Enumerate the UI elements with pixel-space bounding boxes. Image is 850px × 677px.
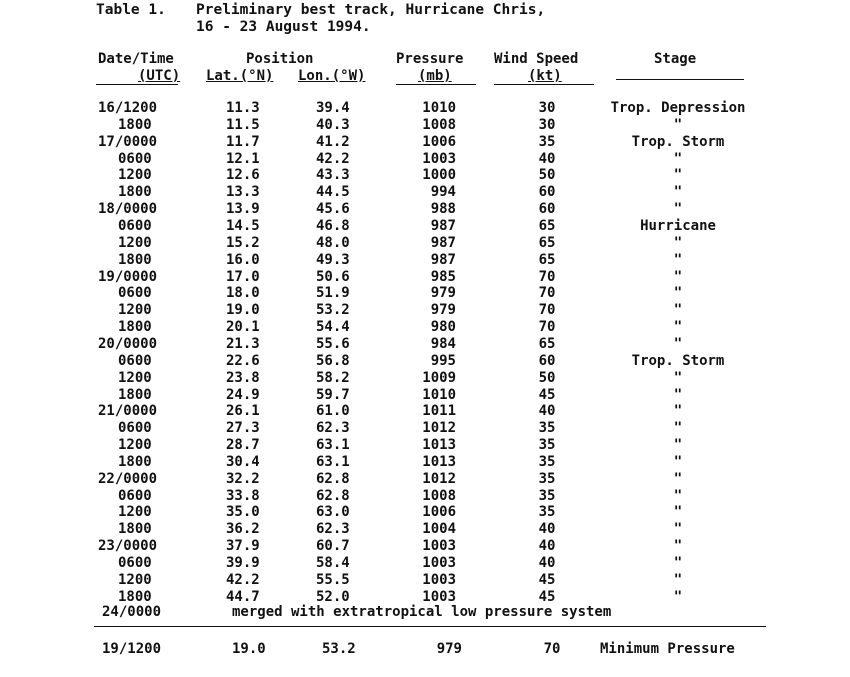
minimum-date: 19/1200 <box>102 641 162 657</box>
row-pressure: 1006 <box>422 504 456 521</box>
row-date: 1800 <box>118 319 152 336</box>
row-date: 0600 <box>118 420 152 437</box>
row-lon: 56.8 <box>316 352 350 369</box>
row-lat: 14.5 <box>226 218 260 234</box>
row-pressure: 984 <box>430 335 456 352</box>
row-lon: 55.6 <box>316 335 350 352</box>
row-lat: 21.3 <box>226 335 260 352</box>
row-wind: 70 <box>538 319 556 336</box>
row-lat: 33.8 <box>226 487 260 504</box>
row-stage: " <box>673 234 683 251</box>
title-line-1: Preliminary best track, Hurricane Chris, <box>196 2 546 18</box>
row-date: 1200 <box>118 369 152 386</box>
table-bottom-rule <box>94 626 766 627</box>
row-stage: " <box>673 437 683 453</box>
row-stage: " <box>673 588 683 605</box>
row-lon: 63.0 <box>316 504 350 521</box>
row-wind: 35 <box>538 133 556 150</box>
row-lon: 51.9 <box>316 285 350 302</box>
row-lat: 17.0 <box>226 268 260 285</box>
row-stage: " <box>673 470 683 487</box>
row-date: 0600 <box>118 218 152 234</box>
row-pressure: 1003 <box>422 555 456 571</box>
row-wind: 40 <box>538 555 556 571</box>
table-title <box>96 2 716 36</box>
row-lat: 18.0 <box>226 285 260 302</box>
row-date: 1200 <box>118 167 152 184</box>
row-lat: 16.0 <box>226 251 260 268</box>
minimum-lon: 53.2 <box>322 641 356 657</box>
minimum-label: Minimum Pressure <box>600 641 735 657</box>
row-lat: 39.9 <box>226 555 260 571</box>
row-pressure: 1012 <box>422 470 456 487</box>
row-lon: 63.1 <box>316 453 350 470</box>
row-stage: " <box>673 335 683 352</box>
merged-date: 24/0000 <box>102 604 162 620</box>
row-lat: 11.5 <box>226 116 260 133</box>
row-lat: 12.6 <box>226 167 260 184</box>
header-kt: (kt) <box>528 68 562 84</box>
row-lat: 27.3 <box>226 420 260 437</box>
row-lon: 52.0 <box>316 588 350 605</box>
row-stage: Trop. Storm <box>631 133 725 150</box>
row-stage: " <box>673 285 683 302</box>
row-wind: 45 <box>538 386 556 403</box>
row-stage: " <box>673 150 683 167</box>
row-stage: " <box>673 453 683 470</box>
row-date: 1800 <box>118 453 152 470</box>
row-date: 1200 <box>118 437 152 453</box>
row-wind: 35 <box>538 470 556 487</box>
row-lon: 63.1 <box>316 437 350 453</box>
row-wind: 35 <box>538 487 556 504</box>
row-wind: 60 <box>538 352 556 369</box>
row-lon: 55.5 <box>316 571 350 588</box>
row-wind: 35 <box>538 453 556 470</box>
row-lon: 42.2 <box>316 150 350 167</box>
row-wind: 65 <box>538 335 556 352</box>
row-wind: 60 <box>538 201 556 218</box>
row-wind: 65 <box>538 218 556 234</box>
row-date: 1800 <box>118 386 152 403</box>
header-lon: Lon.(°W) <box>298 68 366 84</box>
row-date: 1200 <box>118 302 152 319</box>
row-wind: 35 <box>538 420 556 437</box>
row-date: 19/0000 <box>98 268 158 285</box>
row-lat: 20.1 <box>226 319 260 336</box>
row-wind: 60 <box>538 184 556 201</box>
row-wind: 65 <box>538 251 556 268</box>
row-stage: " <box>673 302 683 319</box>
minimum-lat: 19.0 <box>232 641 266 657</box>
row-lat: 24.9 <box>226 386 260 403</box>
row-pressure: 1012 <box>422 420 456 437</box>
row-stage: " <box>673 369 683 386</box>
row-date: 1200 <box>118 571 152 588</box>
row-date: 1200 <box>118 234 152 251</box>
row-lon: 53.2 <box>316 302 350 319</box>
row-lon: 54.4 <box>316 319 350 336</box>
row-stage: " <box>673 504 683 521</box>
row-date: 1200 <box>118 504 152 521</box>
row-wind: 70 <box>538 285 556 302</box>
header-pressure: Pressure <box>396 51 464 67</box>
row-date: 20/0000 <box>98 335 158 352</box>
row-date: 0600 <box>118 352 152 369</box>
row-pressure: 987 <box>430 234 456 251</box>
row-stage: " <box>673 420 683 437</box>
row-wind: 45 <box>538 588 556 605</box>
row-lat: 12.1 <box>226 150 260 167</box>
row-date: 1800 <box>118 184 152 201</box>
row-pressure: 1013 <box>422 437 456 453</box>
row-lat: 37.9 <box>226 538 260 555</box>
row-lon: 48.0 <box>316 234 350 251</box>
header-rule-date <box>96 84 178 85</box>
row-stage: " <box>673 201 683 218</box>
row-wind: 35 <box>538 437 556 453</box>
row-lat: 11.7 <box>226 133 260 150</box>
header-date-time: Date/Time <box>98 51 174 67</box>
row-lon: 49.3 <box>316 251 350 268</box>
row-stage: " <box>673 319 683 336</box>
row-wind: 45 <box>538 571 556 588</box>
row-wind: 50 <box>538 167 556 184</box>
row-lat: 30.4 <box>226 453 260 470</box>
row-pressure: 1000 <box>422 167 456 184</box>
row-lat: 15.2 <box>226 234 260 251</box>
row-pressure: 980 <box>430 319 456 336</box>
row-lon: 58.4 <box>316 555 350 571</box>
title-line-2: 16 - 23 August 1994. <box>196 19 371 35</box>
row-stage: " <box>673 521 683 538</box>
row-pressure: 1004 <box>422 521 456 538</box>
row-stage: " <box>673 386 683 403</box>
row-lon: 59.7 <box>316 386 350 403</box>
row-pressure: 987 <box>430 251 456 268</box>
row-stage: " <box>673 538 683 555</box>
row-date: 21/0000 <box>98 403 158 420</box>
row-wind: 70 <box>538 302 556 319</box>
row-pressure: 1009 <box>422 369 456 386</box>
row-pressure: 987 <box>430 218 456 234</box>
row-stage: " <box>673 167 683 184</box>
row-lon: 60.7 <box>316 538 350 555</box>
row-wind: 65 <box>538 234 556 251</box>
header-utc: (UTC) <box>138 68 181 84</box>
row-wind: 70 <box>538 268 556 285</box>
row-date: 23/0000 <box>98 538 158 555</box>
header-position: Position <box>246 51 314 67</box>
row-lon: 41.2 <box>316 133 350 150</box>
row-stage: " <box>673 555 683 571</box>
row-stage: " <box>673 403 683 420</box>
row-pressure: 1003 <box>422 538 456 555</box>
row-lon: 50.6 <box>316 268 350 285</box>
header-lat: Lat.(°N) <box>206 68 274 84</box>
row-lon: 40.3 <box>316 116 350 133</box>
minimum-pressure: 979 <box>436 641 462 657</box>
row-date: 16/1200 <box>98 100 158 116</box>
row-pressure: 1008 <box>422 116 456 133</box>
row-pressure: 1010 <box>422 386 456 403</box>
row-pressure: 1003 <box>422 150 456 167</box>
row-lat: 36.2 <box>226 521 260 538</box>
row-stage: Hurricane <box>640 218 716 234</box>
row-lat: 11.3 <box>226 100 260 116</box>
row-wind: 40 <box>538 403 556 420</box>
row-wind: 50 <box>538 369 556 386</box>
row-lon: 43.3 <box>316 167 350 184</box>
row-wind: 40 <box>538 150 556 167</box>
row-wind: 30 <box>538 100 556 116</box>
row-lon: 39.4 <box>316 100 350 116</box>
row-lat: 32.2 <box>226 470 260 487</box>
row-lat: 44.7 <box>226 588 260 605</box>
row-stage: " <box>673 487 683 504</box>
row-stage: " <box>673 571 683 588</box>
row-lat: 13.9 <box>226 201 260 218</box>
row-lat: 42.2 <box>226 571 260 588</box>
row-pressure: 1006 <box>422 133 456 150</box>
row-pressure: 979 <box>430 302 456 319</box>
row-stage: Trop. Depression <box>610 100 746 116</box>
row-lat: 35.0 <box>226 504 260 521</box>
row-date: 22/0000 <box>98 470 158 487</box>
row-date: 17/0000 <box>98 133 158 150</box>
row-lon: 62.3 <box>316 420 350 437</box>
row-wind: 40 <box>538 521 556 538</box>
row-pressure: 1011 <box>422 403 456 420</box>
row-stage: Trop. Storm <box>631 352 725 369</box>
row-date: 0600 <box>118 285 152 302</box>
row-lon: 44.5 <box>316 184 350 201</box>
header-rule-stage <box>616 79 744 80</box>
minimum-wind: 70 <box>543 641 561 657</box>
row-date: 0600 <box>118 487 152 504</box>
row-pressure: 1013 <box>422 453 456 470</box>
row-pressure: 988 <box>430 201 456 218</box>
row-wind: 40 <box>538 538 556 555</box>
header-rule-wind <box>494 84 594 85</box>
row-lon: 46.8 <box>316 218 350 234</box>
row-lon: 61.0 <box>316 403 350 420</box>
table-caption: Table 1. <box>96 2 166 18</box>
row-pressure: 1003 <box>422 588 456 605</box>
row-lat: 22.6 <box>226 352 260 369</box>
row-date: 0600 <box>118 150 152 167</box>
row-pressure: 979 <box>430 285 456 302</box>
row-date: 1800 <box>118 251 152 268</box>
row-wind: 35 <box>538 504 556 521</box>
row-date: 1800 <box>118 521 152 538</box>
row-date: 18/0000 <box>98 201 158 218</box>
row-stage: " <box>673 184 683 201</box>
row-stage: " <box>673 116 683 133</box>
row-lat: 26.1 <box>226 403 260 420</box>
header-wind-speed: Wind Speed <box>494 51 579 67</box>
header-rule-pressure <box>396 84 476 85</box>
header-mb: (mb) <box>418 68 452 84</box>
row-date: 1800 <box>118 588 152 605</box>
row-pressure: 995 <box>430 352 456 369</box>
row-pressure: 1008 <box>422 487 456 504</box>
row-wind: 30 <box>538 116 556 133</box>
row-pressure: 985 <box>430 268 456 285</box>
row-stage: " <box>673 268 683 285</box>
header-stage: Stage <box>654 51 697 67</box>
row-lon: 62.3 <box>316 521 350 538</box>
row-lat: 23.8 <box>226 369 260 386</box>
merged-text: merged with extratropical low pressure system <box>232 604 612 620</box>
row-lon: 62.8 <box>316 487 350 504</box>
row-lon: 58.2 <box>316 369 350 386</box>
row-lat: 13.3 <box>226 184 260 201</box>
row-stage: " <box>673 251 683 268</box>
row-date: 0600 <box>118 555 152 571</box>
row-pressure: 1010 <box>422 100 456 116</box>
row-date: 1800 <box>118 116 152 133</box>
row-lon: 45.6 <box>316 201 350 218</box>
row-pressure: 1003 <box>422 571 456 588</box>
row-lat: 28.7 <box>226 437 260 453</box>
row-pressure: 994 <box>430 184 456 201</box>
row-lat: 19.0 <box>226 302 260 319</box>
row-lon: 62.8 <box>316 470 350 487</box>
